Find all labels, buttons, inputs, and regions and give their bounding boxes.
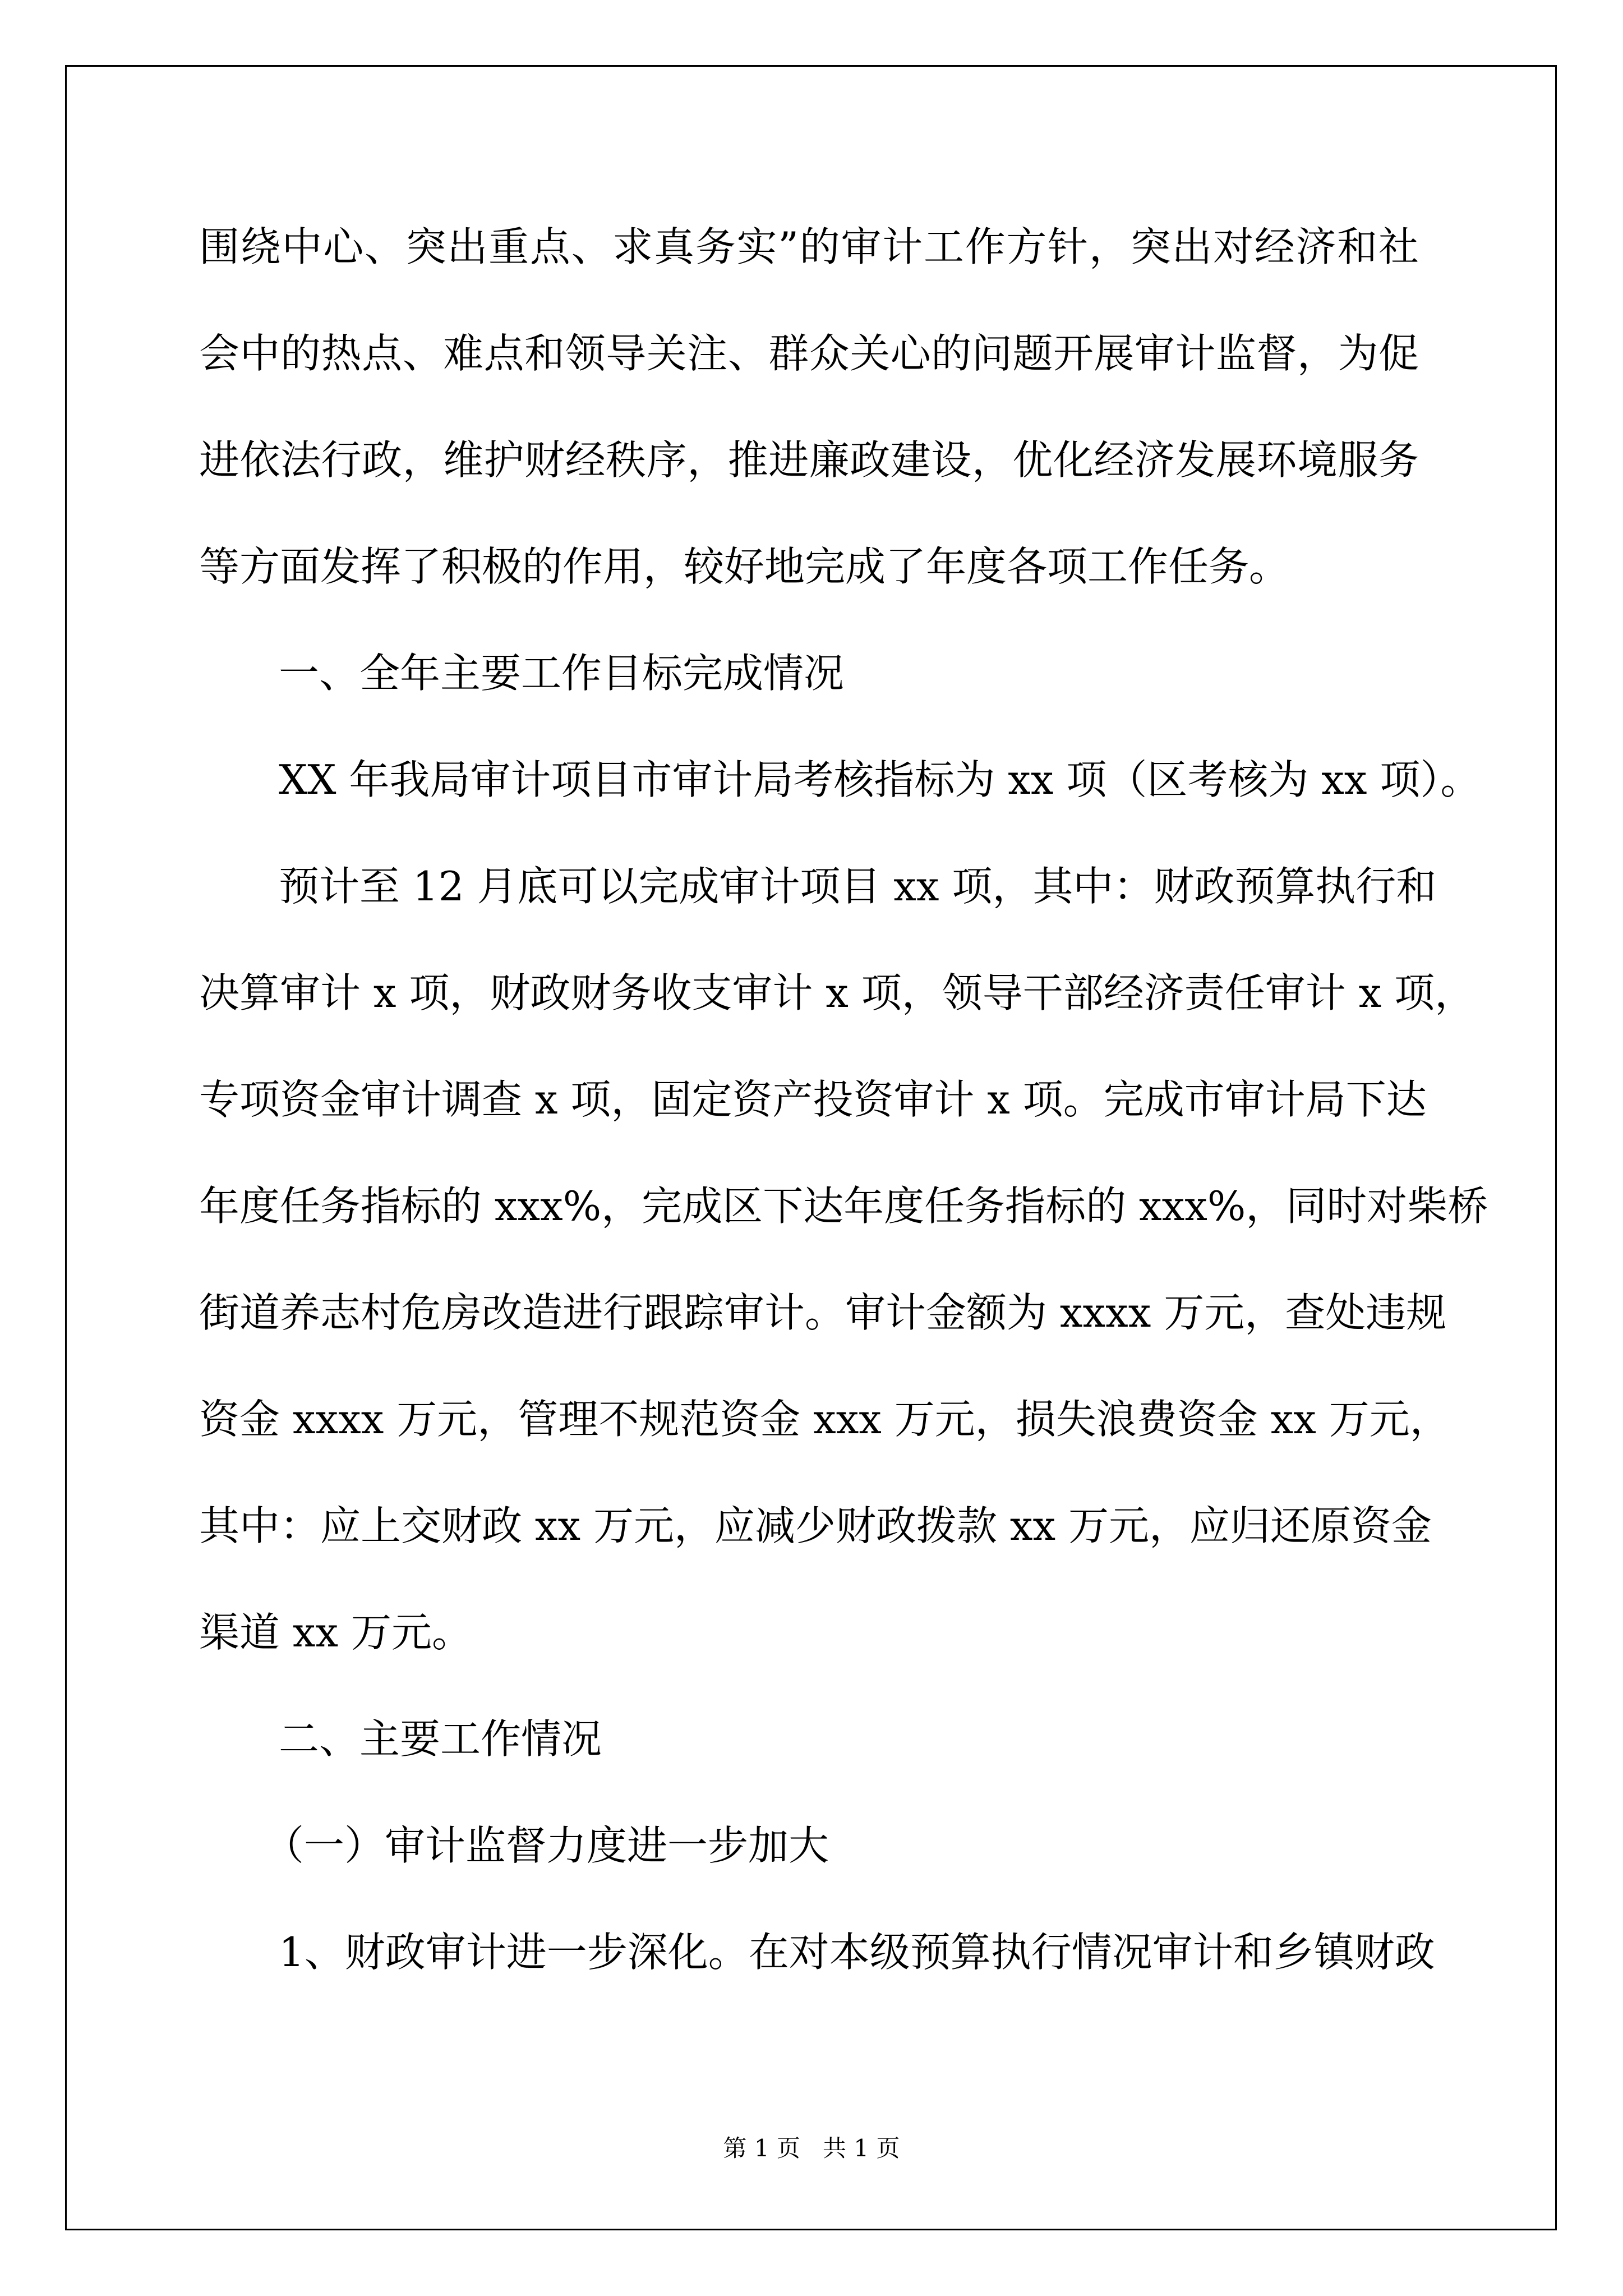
body-text-line: 进依法行政，维护财经秩序，推进廉政建设，优化经济发展环境服务 xyxy=(199,436,1419,484)
body-text-line: 会中的热点、难点和领导关注、群众关心的问题开展审计监督，为促 xyxy=(199,330,1419,377)
body-text-line: 其中：应上交财政 xx 万元，应减少财政拨款 xx 万元，应归还原资金 xyxy=(199,1502,1432,1549)
page-footer: 第 1 页 共 1 页 xyxy=(723,2134,900,2162)
body-text-line: 1、财政审计进一步深化。在对本级预算执行情况审计和乡镇财政 xyxy=(279,1929,1435,1976)
body-text-line: 渠道 xx 万元。 xyxy=(199,1609,472,1656)
body-text-line: 等方面发挥了积极的作用，较好地完成了年度各项工作任务。 xyxy=(199,543,1290,590)
body-text-line: 决算审计 x 项，财政财务收支审计 x 项，领导干部经济责任审计 x 项， xyxy=(199,969,1476,1016)
subsection-heading: （一）审计监督力度进一步加大 xyxy=(264,1822,829,1869)
section-heading: 一、全年主要工作目标完成情况 xyxy=(279,650,845,697)
body-text-line: 围绕中心、突出重点、求真务实”的审计工作方针，突出对经济和社 xyxy=(199,223,1419,270)
body-text-line: 资金 xxxx 万元，管理不规范资金 xxx 万元，损失浪费资金 xx 万元， xyxy=(199,1396,1450,1443)
page-border xyxy=(65,65,1557,2230)
body-text-line: XX 年我局审计项目市审计局考核指标为 xx 项（区考核为 xx 项）。 xyxy=(279,756,1481,803)
section-heading: 二、主要工作情况 xyxy=(279,1715,602,1763)
body-text-line: 街道养志村危房改造进行跟踪审计。审计金额为 xxxx 万元，查处违规 xyxy=(199,1289,1447,1336)
body-text-line: 专项资金审计调查 x 项，固定资产投资审计 x 项。完成市审计局下达 xyxy=(199,1076,1427,1123)
body-text-line: 预计至 12 月底可以完成审计项目 xx 项，其中：财政预算执行和 xyxy=(279,863,1437,910)
body-text-line: 年度任务指标的 xxx%，完成区下达年度任务指标的 xxx%，同时对柴桥 xyxy=(199,1182,1488,1230)
